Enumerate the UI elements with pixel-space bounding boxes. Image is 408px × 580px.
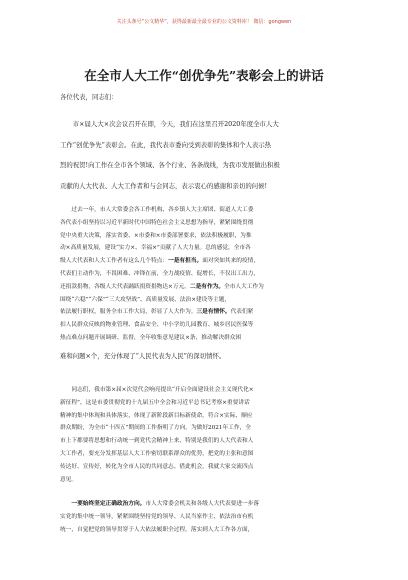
text-line: 党中央重大决策，落实省委、×市委和×市委部署要求，依法积极履职，为推 [60, 232, 252, 239]
text-line: 烈的祝贺!向工作在全市各个领域、各个行业、各条战线，为我市发展做出积极 [60, 161, 280, 169]
paragraph-2-end [60, 346, 360, 367]
text-segment: 作为 [252, 283, 264, 290]
header-banner: 关注头条号“公文精华”，获得最新最全最专业的公文资料库！ 微信：gongwen [116, 19, 292, 25]
text-line [60, 498, 360, 511]
highlight-1: 一是有担当。 [168, 258, 203, 265]
text-line: 同志们，我市第×届×次党代会响亮提出“开启全面建设社会主义现代化× [71, 387, 254, 393]
paragraph-2 [60, 204, 360, 345]
text-segment: 代表们紧 [230, 309, 254, 316]
greeting: 各位代表，同志们： [60, 93, 118, 101]
text-segment: 市人大常委会机关和各级人大代表要进一步落 [145, 501, 260, 507]
text-line: 精神的集中体现和具体落实，体现了新阶段新目标新使命，符合×实际、顺应 [60, 412, 253, 419]
text-line: 市上下都要将思想和行动统一到党代会精神上来，特别是我们的人大代表和人 [60, 438, 254, 445]
text-line: 热点难点问题开展调研、监督，全年收集意见建议×条，推动解决群众困 [60, 334, 242, 341]
paragraph-3 [60, 384, 360, 486]
text-line: 新征程”，这是市委贯彻党的十九届五中全会和习近平总书记考察×重要讲话 [60, 399, 250, 406]
text-line: 难和问题×个，充分体现了“人民代表为人民”的深切情怀。 [60, 352, 226, 360]
text-line: 扣人民群众反映的物业管理、食品安全、中小学幼儿园教育、城乡居民医保等 [60, 322, 254, 329]
highlight-2: 二是有作为。 [189, 283, 225, 290]
text-line: 意见。 [60, 476, 78, 483]
highlight-3: 三是有情怀。 [196, 309, 231, 316]
text-segment: 级人大代表和人大工作者有这么几个特点： [60, 258, 169, 265]
text-segment: 面对突如其来的疫情， [202, 258, 260, 265]
text-line: 统一，自觉把党的领导贯穿于人大依法履职全过程，落实到人大工作各方面， [60, 526, 254, 533]
text-line: 各代表小组坚持以习近平新时代中国特色社会主义思想为指导，紧紧围绕贯彻 [60, 219, 254, 226]
text-line: 市×届人大×次会议召开在即，今天，我们在这里召开2020年度全市人大 [72, 120, 279, 128]
text-segment: 依法履行职权，服务全市工作大局，彰显了人大作为。 [60, 309, 197, 316]
text-line: 群众期盼，为全市“十四五”期间的工作指明了方向。为做好2021年工作，全 [60, 425, 251, 432]
paragraph-1 [60, 114, 360, 196]
paragraph-4 [60, 498, 360, 536]
text-line: 过去一年，市人大常委会各工作机构、各乡镇人大主席团、街道人大工委 [71, 207, 254, 213]
page-title: 在全市人大工作“创优争先”表彰会上的讲话 [84, 68, 324, 83]
text-segment: 全市人大工 [224, 283, 253, 290]
text-line: 大工作者，要充分发挥基层人大工作密切联系群众的优势，把党的主张和意图 [60, 450, 254, 457]
text-line [60, 306, 360, 319]
section-heading: 一要始终坚定正确政治方向。 [71, 501, 146, 507]
text-line: 围绕“六稳”“六保”“三大攻坚战”、高质量发展、法治×建设等主题， [60, 296, 231, 303]
text-line: 代表们主动作为，不畏困难、冲锋在前，全力战疫情、促增长，不仅出工出力， [60, 270, 260, 277]
text-line: 动×高质量发展，建设“实力×、幸福×”贡献了人大力量。总的感觉，全市各 [60, 245, 251, 252]
text-line: 实党的集中统一领导，紧紧围绕坚持党的领导、人民当家作主、依法治市有机 [60, 513, 254, 520]
text-line: 贡献的人大代表、人大工作者和与会同志，表示衷心的感谢和亲切的问候! [60, 181, 268, 190]
text-line: 传达好、宣传好，转化为全市人民的共同意志。借此机会，我就大家交流四点 [60, 463, 254, 470]
text-line [60, 255, 360, 268]
text-line: 工作“创优争先”表彰会。在此，我代表市委向受到表彰的集体和个人表示热 [60, 140, 272, 149]
text-segment: 还捐款捐物，各级人大代表踊跃捐资捐物达×万元。 [60, 283, 190, 290]
text-line [60, 281, 360, 294]
